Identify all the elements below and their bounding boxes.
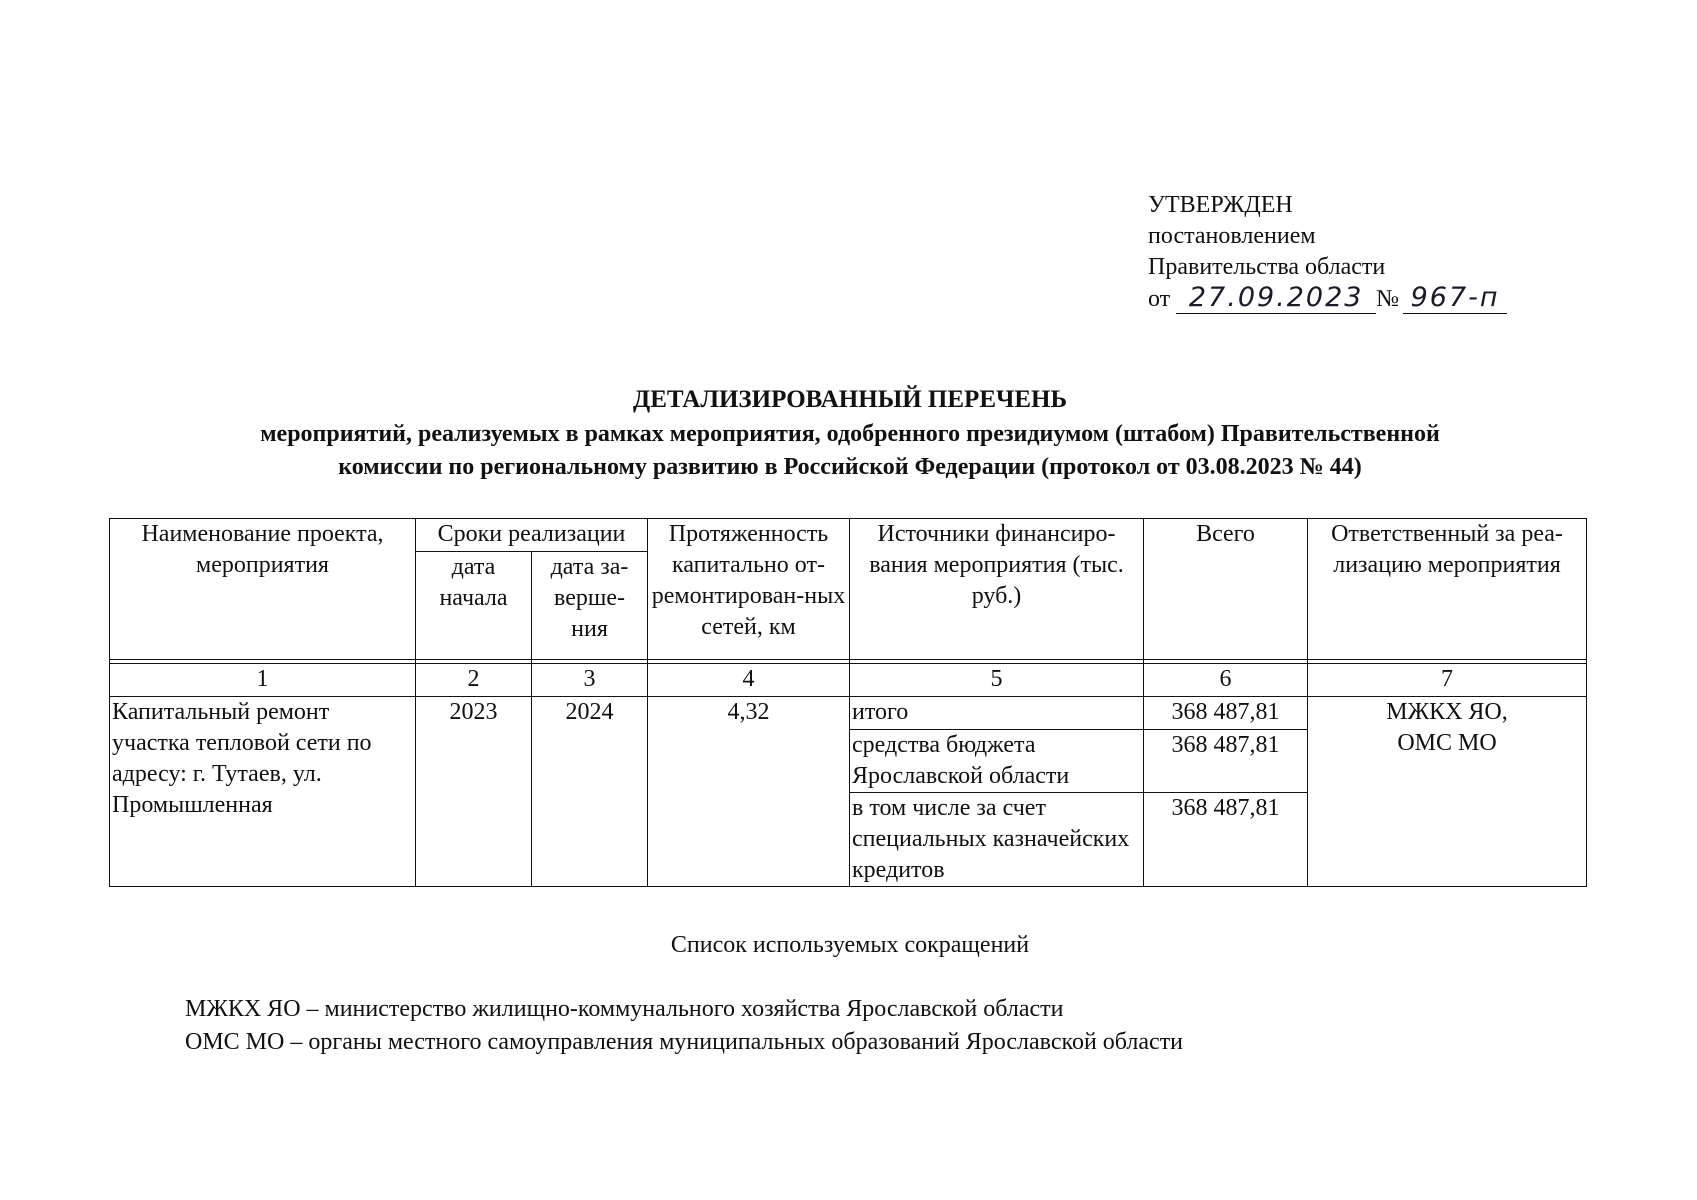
column-number: 4 (648, 664, 850, 697)
abbreviation-item: ОМС МО – органы местного самоуправления муниципальных образований Ярославской области (185, 1029, 1184, 1055)
column-number-row (110, 664, 1587, 697)
header-row (110, 519, 1587, 552)
header-terms: Сроки реализации (416, 519, 648, 552)
document-subtitle: мероприятий, реализуемых в рамках мероприятия, одобренного президиумом (штабом) Правительственной (260, 421, 1440, 447)
approval-stamp (1148, 190, 1507, 315)
abbreviation-item: МЖКХ ЯО – министерство жилищно-коммунального хозяйства Ярославской области (185, 996, 1064, 1022)
row-start: 2023 (416, 697, 532, 887)
header-length: Протяженность капитально от-ремонтирован-ных сетей, км (648, 519, 850, 660)
approval-title: УТВЕРЖДЕН (1148, 192, 1293, 218)
row-name: Капитальный ремонт участка тепловой сети по адресу: г. Тутаев, ул. Промышленная (110, 697, 416, 887)
column-number: 3 (532, 664, 648, 697)
handwritten-number: 967-п (1403, 283, 1507, 314)
source-label: средства бюджета Ярославской области (850, 730, 1144, 793)
column-number: 2 (416, 664, 532, 697)
column-number: 1 (110, 664, 416, 697)
column-number: 5 (850, 664, 1144, 697)
table-row (110, 697, 1587, 730)
row-length: 4,32 (648, 697, 850, 887)
row-responsible (1308, 697, 1587, 887)
source-label: итого (850, 697, 1144, 730)
header-sources: Источники финансиро-вания мероприятия (тыс. руб.) (850, 519, 1144, 660)
responsible-line: ОМС МО (1397, 730, 1497, 756)
abbreviations-title: Список используемых сокращений (670, 932, 1030, 958)
header-responsible: Ответственный за реа-лизацию мероприятия (1308, 519, 1587, 660)
source-label: в том числе за счет специальных казначейских кредитов (850, 793, 1144, 887)
header-end: дата за-верше-ния (532, 552, 648, 660)
approval-line: постановлением (1148, 223, 1316, 249)
handwritten-date: 27.09.2023 (1176, 283, 1376, 314)
approval-date-line (1148, 283, 1507, 315)
document-title: ДЕТАЛИЗИРОВАННЫЙ ПЕРЕЧЕНЬ (633, 386, 1067, 413)
source-total: 368 487,81 (1144, 697, 1308, 730)
header-total: Всего (1144, 519, 1308, 660)
from-label: от (1148, 286, 1171, 312)
source-total: 368 487,81 (1144, 793, 1308, 887)
header-start: дата начала (416, 552, 532, 660)
number-label: № (1376, 286, 1400, 312)
column-number: 6 (1144, 664, 1308, 697)
column-number: 7 (1308, 664, 1587, 697)
responsible-line: МЖКХ ЯО, (1386, 699, 1508, 725)
header-name: Наименование проекта, мероприятия (110, 519, 416, 660)
measures-table (109, 518, 1587, 887)
document-subtitle: комиссии по региональному развитию в Российской Федерации (протокол от 03.08.2023 № 44) (338, 454, 1362, 480)
source-total: 368 487,81 (1144, 730, 1308, 793)
row-end: 2024 (532, 697, 648, 887)
approval-line: Правительства области (1148, 254, 1386, 280)
